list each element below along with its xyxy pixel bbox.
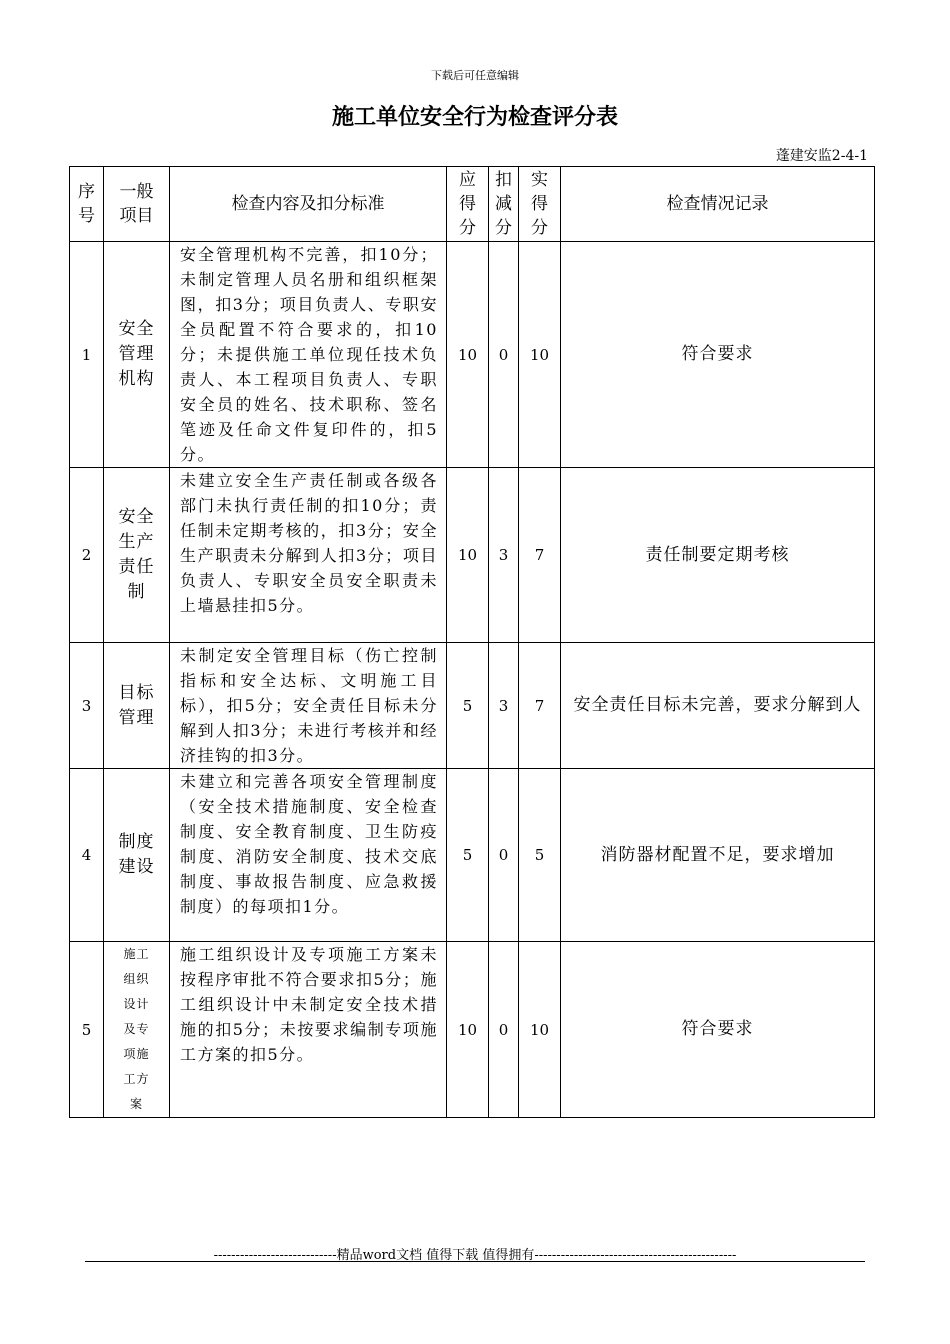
row-deduct: 0 bbox=[489, 769, 519, 942]
score-table bbox=[69, 166, 875, 1118]
table-row bbox=[70, 643, 875, 769]
header-row bbox=[70, 167, 875, 242]
row-seq: 2 bbox=[70, 468, 104, 643]
row-deduct: 3 bbox=[489, 643, 519, 769]
row-seq: 5 bbox=[70, 942, 104, 1118]
row-due: 5 bbox=[447, 769, 489, 942]
row-content: 未建立安全生产责任制或各级各部门未执行责任制的扣10分；责任制未定期考核的，扣3分；安全生产职责未分解到人扣3分；项目负责人、专职安全员安全职责未上墙悬挂扣5分。 bbox=[170, 468, 447, 643]
table-row bbox=[70, 769, 875, 942]
row-record: 符合要求 bbox=[561, 942, 875, 1118]
row-item: 安全管理机构 bbox=[104, 242, 170, 468]
row-actual: 7 bbox=[519, 468, 561, 643]
row-record: 符合要求 bbox=[561, 242, 875, 468]
page-title: 施工单位安全行为检查评分表 bbox=[331, 105, 618, 130]
row-due: 10 bbox=[447, 242, 489, 468]
header-actual: 实得分 bbox=[519, 167, 561, 242]
top-note: 下载后可任意编辑 bbox=[431, 69, 519, 82]
table-row bbox=[70, 242, 875, 468]
footer-text: ----------------------------精品word文档 值得下载 值得拥有---------------------------------------------- bbox=[213, 1248, 737, 1263]
row-content: 施工组织设计及专项施工方案未按程序审批不符合要求扣5分；施工组织设计中未制定安全技术措施的扣5分；未按要求编制专项施工方案的扣5分。 bbox=[170, 942, 447, 1118]
row-item: 制度建设 bbox=[104, 769, 170, 942]
row-content: 未制定安全管理目标（伤亡控制指标和安全达标、文明施工目标），扣5分；安全责任目标未分解到人扣3分；未进行考核并和经济挂钩的扣3分。 bbox=[170, 643, 447, 769]
row-deduct: 0 bbox=[489, 242, 519, 468]
row-due: 5 bbox=[447, 643, 489, 769]
header-item: 一般项目 bbox=[104, 167, 170, 242]
row-content: 安全管理机构不完善，扣10分；未制定管理人员名册和组织框架图，扣3分；项目负责人、专职安全员配置不符合要求的，扣10分；未提供施工单位现任技术负责人、本工程项目负责人、专职安全员的姓名、技术职称、签名笔迹及任命文件复印件的，扣5分。 bbox=[170, 242, 447, 468]
row-deduct: 3 bbox=[489, 468, 519, 643]
row-due: 10 bbox=[447, 942, 489, 1118]
row-deduct: 0 bbox=[489, 942, 519, 1118]
row-content: 未建立和完善各项安全管理制度（安全技术措施制度、安全检查制度、安全教育制度、卫生防疫制度、消防安全制度、技术交底制度、事故报告制度、应急救援制度）的每项扣1分。 bbox=[170, 769, 447, 942]
row-actual: 10 bbox=[519, 942, 561, 1118]
row-record: 消防器材配置不足，要求增加 bbox=[561, 769, 875, 942]
row-item: 施工组织设计及专项施工方案 bbox=[104, 942, 170, 1118]
row-record: 安全责任目标未完善，要求分解到人 bbox=[561, 643, 875, 769]
document-code: 蓬建安监2-4-1 bbox=[775, 148, 868, 164]
row-seq: 1 bbox=[70, 242, 104, 468]
header-content: 检查内容及扣分标准 bbox=[170, 167, 447, 242]
header-record: 检查情况记录 bbox=[561, 167, 875, 242]
row-due: 10 bbox=[447, 468, 489, 643]
footer-rule bbox=[85, 1261, 865, 1262]
header-deduct: 扣减分 bbox=[489, 167, 519, 242]
row-seq: 4 bbox=[70, 769, 104, 942]
header-seq: 序号 bbox=[70, 167, 104, 242]
table-row bbox=[70, 468, 875, 643]
row-actual: 10 bbox=[519, 242, 561, 468]
row-seq: 3 bbox=[70, 643, 104, 769]
row-actual: 5 bbox=[519, 769, 561, 942]
row-actual: 7 bbox=[519, 643, 561, 769]
header-due: 应得分 bbox=[447, 167, 489, 242]
row-item: 安全生产责任制 bbox=[104, 468, 170, 643]
row-record: 责任制要定期考核 bbox=[561, 468, 875, 643]
row-item: 目标管理 bbox=[104, 643, 170, 769]
table-row bbox=[70, 942, 875, 1118]
